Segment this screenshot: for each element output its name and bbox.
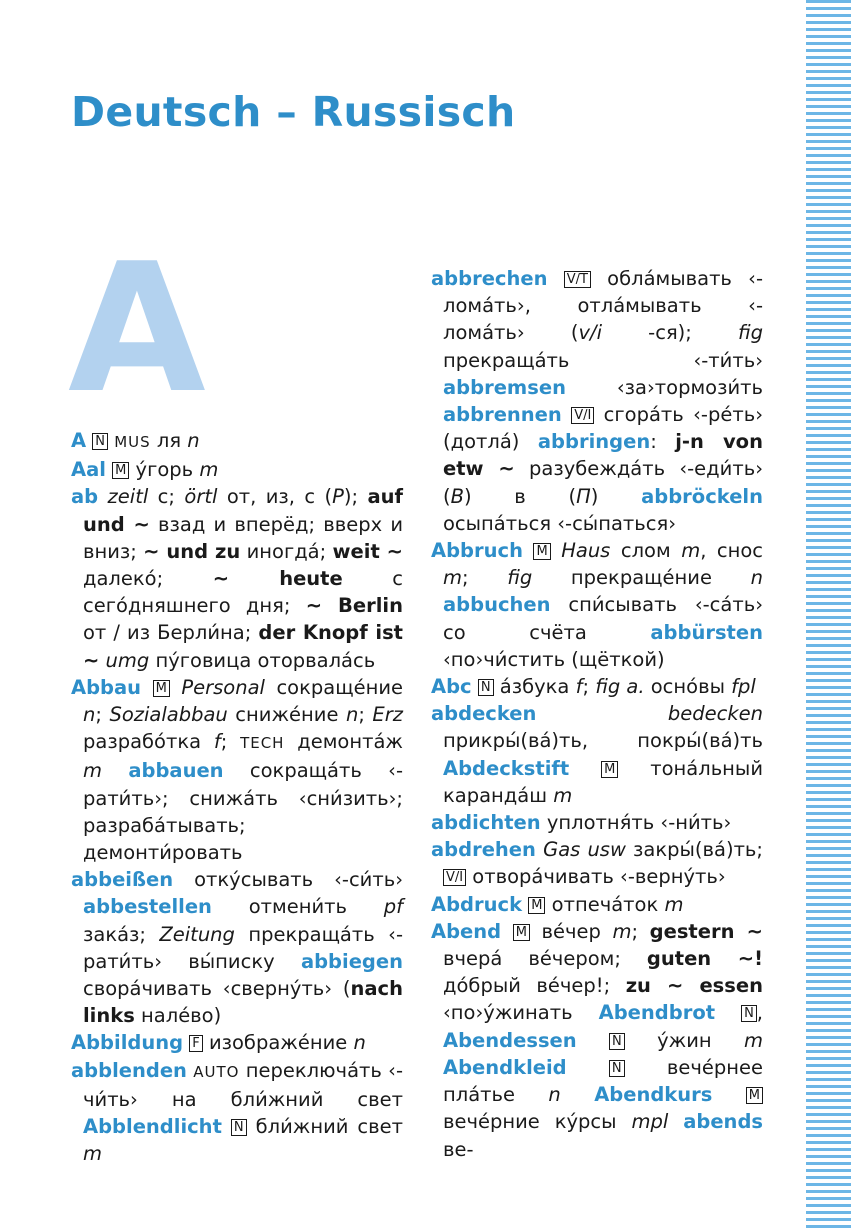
entry-text — [577, 1029, 609, 1052]
headword: abbrechen — [431, 267, 548, 290]
dictionary-entry — [431, 836, 763, 890]
dictionary-entry — [71, 1029, 403, 1056]
italic-label: B — [450, 484, 464, 508]
entry-text: ; — [631, 919, 650, 943]
entry-text: ‹по›у́жинать — [443, 1001, 599, 1025]
section-letter: A — [68, 225, 206, 432]
entry-text: , снос — [700, 539, 764, 563]
entry-text — [551, 539, 562, 562]
italic-label: n — [750, 566, 763, 590]
entry-text: сниже́ние — [227, 703, 346, 727]
entry-text: отку́сывать ‹-си́ть› — [173, 868, 403, 892]
italic-label: m — [744, 1028, 763, 1052]
entry-text: а́збука — [493, 675, 576, 699]
headword: abbestellen — [83, 895, 212, 919]
italic-label: Erz — [372, 703, 403, 727]
entry-text: отмени́ть — [211, 895, 384, 919]
dictionary-entry — [71, 866, 403, 1029]
entry-text: бли́жний свет — [246, 1115, 404, 1139]
subject-label: TECH — [240, 734, 285, 753]
entry-text: с; — [148, 485, 185, 509]
gender-box: N — [478, 679, 494, 696]
gender-box: N — [231, 1119, 247, 1136]
entry-text: спи́сывать ‹-са́ть› со счёта — [443, 593, 763, 644]
italic-label: v/i — [578, 321, 603, 345]
entry-text: прекраща́ть ‹-ти́ть› — [443, 348, 763, 372]
italic-label: n — [353, 1031, 366, 1055]
headword: Abendbrot — [598, 1001, 716, 1025]
entry-text — [536, 838, 543, 861]
dictionary-entry — [431, 700, 763, 809]
entry-text — [501, 920, 513, 943]
entry-text: сгора́ть ‹-ре́ть› (дотла́) — [443, 403, 763, 454]
bold-phrase: nach links — [83, 977, 403, 1028]
entry-text: у́жин — [624, 1028, 744, 1052]
italic-label: fig a. — [595, 675, 645, 699]
entry-text: пу́говица оторвала́сь — [149, 648, 376, 672]
headword: Abc — [431, 675, 472, 699]
gender-box: M — [513, 924, 530, 941]
entry-text: переключа́ть ‹-чи́ть› на бли́жний свет — [83, 1058, 403, 1111]
gender-box: N — [92, 433, 108, 450]
entry-text: ; — [95, 703, 110, 727]
italic-label: Personal — [181, 675, 265, 699]
italic-label: umg — [105, 648, 150, 672]
entry-text: обла́мывать ‹-лома́ть›, отла́мывать ‹-лома́ть› ( — [443, 267, 763, 345]
entry-text: зака́з; — [83, 922, 160, 946]
dictionary-column-left — [71, 427, 403, 1167]
entry-text — [222, 1115, 231, 1138]
entry-text: тона́льный каранда́ш — [443, 756, 764, 807]
italic-label: m — [443, 566, 462, 590]
gender-box: M — [533, 543, 550, 560]
headword: A — [71, 429, 87, 452]
italic-label: m — [681, 539, 701, 563]
dictionary-entry — [431, 809, 763, 836]
entry-text: осыпа́ться ‹-сы́паться› — [443, 511, 677, 535]
entry-text: ) — [590, 484, 642, 508]
bold-phrase: j-n von etw ~ — [443, 430, 763, 481]
entry-text: ; — [220, 730, 241, 754]
headword: abbuchen — [443, 593, 551, 617]
italic-label: m — [83, 759, 102, 783]
entry-text: ве́чер — [529, 919, 613, 943]
entry-text — [668, 1110, 683, 1133]
dictionary-entry — [71, 1057, 403, 1168]
dictionary-entry — [431, 918, 763, 1163]
headword: Abdruck — [431, 892, 523, 916]
gender-box: M — [112, 462, 129, 479]
dictionary-entry — [431, 891, 763, 918]
bold-phrase: ~ Berlin — [305, 594, 403, 618]
headword: abbringen — [537, 430, 651, 454]
gender-box: M — [153, 680, 170, 697]
dictionary-entry — [71, 427, 403, 456]
italic-label: örtl — [184, 485, 218, 509]
entry-text — [562, 403, 571, 426]
entry-text — [536, 702, 667, 725]
headword: ab — [71, 485, 99, 509]
entry-text: свора́чивать ‹сверну́ть› ( — [83, 977, 351, 1001]
entry-text: закры́(ва́)ть; — [625, 838, 763, 862]
headword: Abdeckstift — [443, 756, 570, 780]
italic-label: pf — [383, 895, 403, 919]
headword: abbrennen — [443, 403, 562, 427]
bold-phrase: der Knopf ist ~ — [83, 621, 403, 672]
entry-text: прекраще́ние — [532, 566, 751, 590]
headword: abbauen — [128, 759, 224, 783]
entry-text: от / из Берли́на; — [83, 621, 259, 645]
gender-box: M — [746, 1087, 763, 1104]
entry-text: ля — [150, 429, 188, 452]
dictionary-entry — [431, 265, 763, 537]
entry-text: отвора́чивать ‹-верну́ть› — [466, 865, 726, 889]
headword: abends — [683, 1110, 764, 1134]
entry-text: разрабо́тка — [83, 730, 214, 754]
entry-text: слом — [610, 539, 682, 563]
entry-text — [569, 757, 601, 780]
italic-label: f — [575, 675, 583, 699]
headword: Abbruch — [431, 539, 523, 563]
gender-box: N — [741, 1005, 757, 1022]
entry-text: иногда́; — [240, 539, 333, 563]
entry-text — [715, 1001, 741, 1024]
entry-text: вчера́ ве́чером; — [443, 947, 647, 971]
gender-box: N — [609, 1033, 625, 1050]
headword: abdichten — [431, 811, 541, 835]
entry-text: демонта́ж — [284, 730, 403, 754]
entry-text: ; — [462, 566, 508, 590]
entry-text: ; — [582, 675, 596, 699]
entry-text: прикры́(ва́)ть, покры́(ва́)ть — [443, 729, 763, 753]
italic-label: n — [345, 703, 359, 727]
headword: abbröckeln — [641, 484, 763, 508]
italic-label: fig — [738, 321, 763, 345]
gender-box: V/I — [571, 407, 594, 424]
italic-label: mpl — [631, 1110, 669, 1134]
entry-text: ) в ( — [464, 484, 577, 508]
entry-text: с сего́дняшнего дня; — [83, 567, 403, 618]
bold-phrase: ~ und zu — [143, 539, 241, 563]
entry-text: осно́вы — [644, 675, 732, 699]
italic-label: m — [553, 783, 573, 807]
entry-text: далеко́; — [83, 567, 213, 591]
italic-label: m — [199, 458, 219, 482]
entry-text: ‹за›тормози́ть — [565, 375, 763, 399]
entry-text: ‹по›чи́стить (щёткой) — [443, 647, 665, 671]
bold-phrase: guten ~! — [646, 947, 763, 971]
italic-label: m — [612, 919, 632, 943]
entry-text: : — [650, 430, 676, 454]
page-title: Deutsch – Russisch — [71, 88, 516, 136]
dictionary-entry — [431, 537, 763, 673]
entry-text — [141, 676, 153, 699]
headword: Abendessen — [443, 1028, 577, 1052]
entry-text — [170, 676, 182, 699]
headword: Abblendlicht — [83, 1115, 222, 1139]
entry-text: -ся); — [602, 321, 739, 345]
italic-label: fpl — [731, 675, 756, 699]
entry-text: ; — [358, 703, 373, 727]
entry-text: вече́рнее пла́тье — [443, 1055, 763, 1107]
entry-text: изображе́ние — [202, 1031, 354, 1055]
italic-label: n — [187, 429, 200, 452]
bold-phrase: weit ~ — [332, 539, 404, 563]
italic-label: m — [83, 1142, 102, 1166]
subject-label: AUTO — [193, 1062, 240, 1081]
gender-box: M — [601, 761, 618, 778]
italic-label: bedecken — [667, 702, 763, 726]
entry-text — [98, 485, 107, 508]
italic-label: П — [576, 484, 591, 508]
bold-phrase: zu ~ essen — [625, 974, 763, 998]
entry-text: до́брый ве́чер!; — [443, 974, 626, 998]
entry-text — [567, 1056, 609, 1079]
entry-text — [523, 539, 534, 562]
entry-text — [102, 759, 128, 782]
headword: Aal — [71, 458, 106, 482]
entry-text — [712, 1083, 745, 1106]
entry-text: ве- — [443, 1137, 474, 1161]
entry-text — [561, 1083, 594, 1106]
italic-label: m — [664, 892, 684, 916]
entry-text: от, из, с ( — [217, 485, 333, 509]
entry-text: вече́рние ку́рсы — [443, 1110, 632, 1134]
gender-box: V/I — [443, 869, 466, 886]
entry-text: прекраща́ть ‹-рати́ть› вы́писку — [83, 922, 403, 973]
subject-label: MUS — [114, 433, 151, 451]
italic-label: Gas usw — [543, 838, 626, 862]
headword: Abendkurs — [594, 1083, 713, 1107]
bold-phrase: ~ heute — [212, 567, 343, 591]
headword: abbremsen — [443, 375, 566, 399]
entry-text: уплотня́ть ‹-ни́ть› — [540, 811, 732, 835]
gender-box: N — [609, 1060, 625, 1077]
headword: Abendkleid — [443, 1055, 567, 1079]
italic-label: n — [83, 703, 96, 727]
dictionary-entry — [431, 673, 763, 700]
dictionary-entry — [71, 674, 403, 866]
entry-text — [547, 267, 563, 290]
italic-label: f — [213, 730, 221, 754]
entry-text: у́горь — [129, 458, 200, 482]
entry-text: разубежда́ть ‹-еди́ть› ( — [443, 457, 763, 508]
entry-text: сокраще́ние — [264, 675, 403, 699]
headword: abbiegen — [300, 949, 403, 973]
headword: abdrehen — [431, 838, 536, 862]
italic-label: zeitl — [107, 485, 149, 509]
entry-text: взад и вперёд; вверх и вниз; — [83, 512, 403, 563]
bold-phrase: auf und ~ — [83, 485, 403, 536]
entry-text: ); — [343, 485, 368, 509]
entry-text: , — [756, 1001, 763, 1025]
gender-box: V/T — [564, 271, 591, 288]
dictionary-column-right — [431, 265, 763, 1163]
headword: abblenden — [71, 1058, 187, 1082]
headword: Abbildung — [71, 1031, 184, 1055]
entry-text: сокраща́ть ‹-рати́ть›; снижа́ть ‹сни́зить›; разраба́тывать; демонти́ровать — [83, 759, 403, 865]
italic-label: Haus — [561, 539, 611, 563]
italic-label: n — [548, 1083, 561, 1107]
gender-box: M — [528, 897, 545, 914]
gender-box: F — [189, 1035, 202, 1052]
headword: Abend — [431, 919, 502, 943]
bold-phrase: gestern ~ — [649, 919, 763, 943]
headword: abbeißen — [71, 868, 174, 892]
italic-label: fig — [507, 566, 533, 590]
headword: Abbau — [71, 675, 142, 699]
headword: abdecken — [431, 702, 537, 726]
italic-label: P — [332, 485, 344, 509]
headword: abbürsten — [650, 620, 763, 644]
entry-text: отпеча́ток — [545, 892, 665, 916]
italic-label: Sozialabbau — [109, 703, 228, 727]
dictionary-entry — [71, 483, 403, 673]
entry-text: нале́во) — [134, 1004, 222, 1028]
italic-label: Zeitung — [159, 922, 235, 946]
dictionary-entry — [71, 456, 403, 483]
side-stripe-tab — [806, 0, 851, 1229]
